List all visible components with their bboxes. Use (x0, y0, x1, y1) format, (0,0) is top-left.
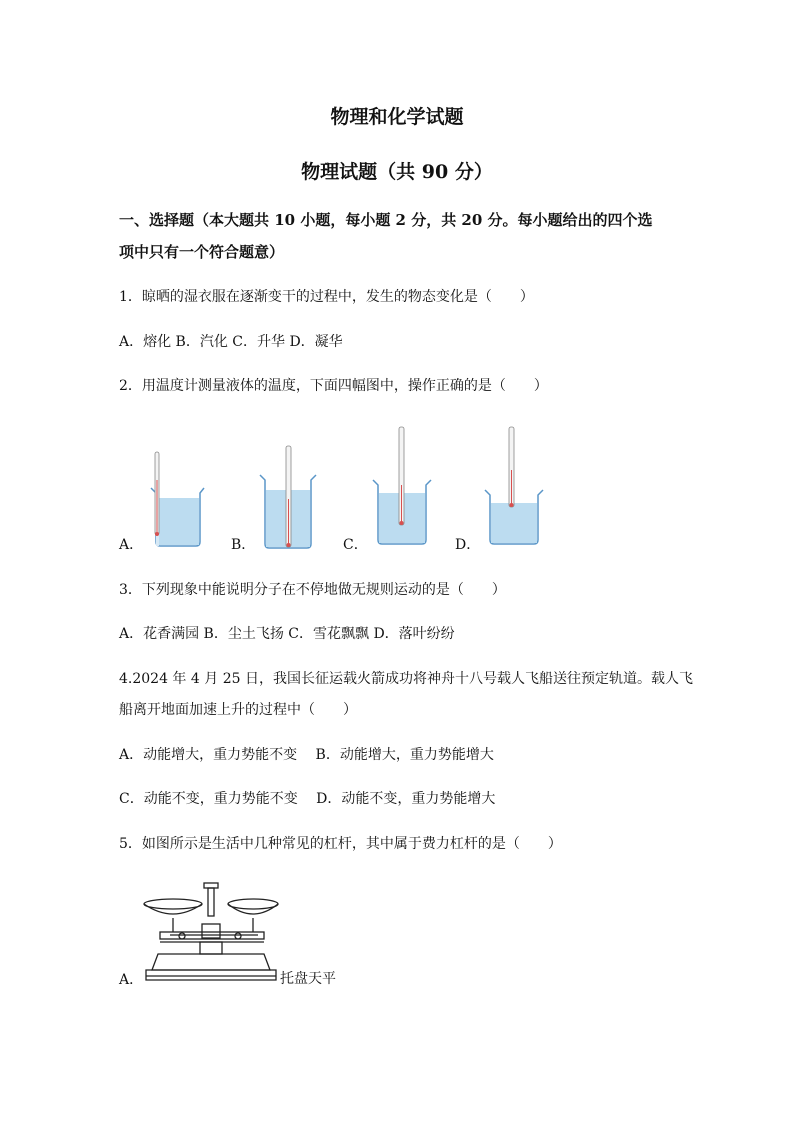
section-heading-line1: 一、选择题（本大题共 10 小题，每小题 2 分，共 20 分。每小题给出的四个选 (119, 211, 653, 229)
q1-options: A．熔化 B．汽化 C．升华 D．凝华 (119, 334, 343, 350)
q3-stem: 3．下列现象中能说明分子在不停地做无规则运动的是（ ） (119, 582, 506, 598)
tray-balance-image (140, 880, 280, 985)
q4-stem-line2: 船离开地面加速上升的过程中（ ） (119, 702, 357, 718)
q2-label-b: B． (231, 537, 256, 553)
q2-label-c: C． (343, 537, 368, 553)
page-title: 物理和化学试题 (330, 106, 464, 128)
q5-stem: 5．如图所示是生活中几种常见的杠杆，其中属于费力杠杆的是（ ） (119, 836, 562, 852)
q2-label-d: D． (455, 537, 481, 553)
q5-option-a-caption: 托盘天平 (280, 971, 336, 987)
q4-options-cd: C．动能不变，重力势能不变 D．动能不变，重力势能增大 (119, 791, 496, 807)
section-heading-line2: 项中只有一个符合题意） (119, 243, 285, 261)
q3-options: A．花香满园 B．尘土飞扬 C．雪花飘飘 D．落叶纷纷 (119, 626, 455, 642)
beaker-a-image (148, 450, 208, 550)
q5-option-a-label: A． (119, 972, 144, 988)
q2-stem: 2．用温度计测量液体的温度，下面四幅图中，操作正确的是（ ） (119, 378, 548, 394)
q2-label-a: A． (119, 537, 144, 553)
q1-stem: 1．晾晒的湿衣服在逐渐变干的过程中，发生的物态变化是（ ） (119, 289, 534, 305)
q4-stem-line1: 4.2024 年 4 月 25 日，我国长征运载火箭成功将神舟十八号载人飞船送往预定轨道。载人飞 (119, 671, 693, 687)
beaker-c-image (371, 425, 433, 550)
subtitle: 物理试题（共 90 分） (301, 161, 493, 183)
q4-options-ab: A．动能增大，重力势能不变 B．动能增大，重力势能增大 (119, 747, 494, 763)
beaker-b-image (258, 444, 318, 554)
beaker-d-image (483, 425, 545, 550)
